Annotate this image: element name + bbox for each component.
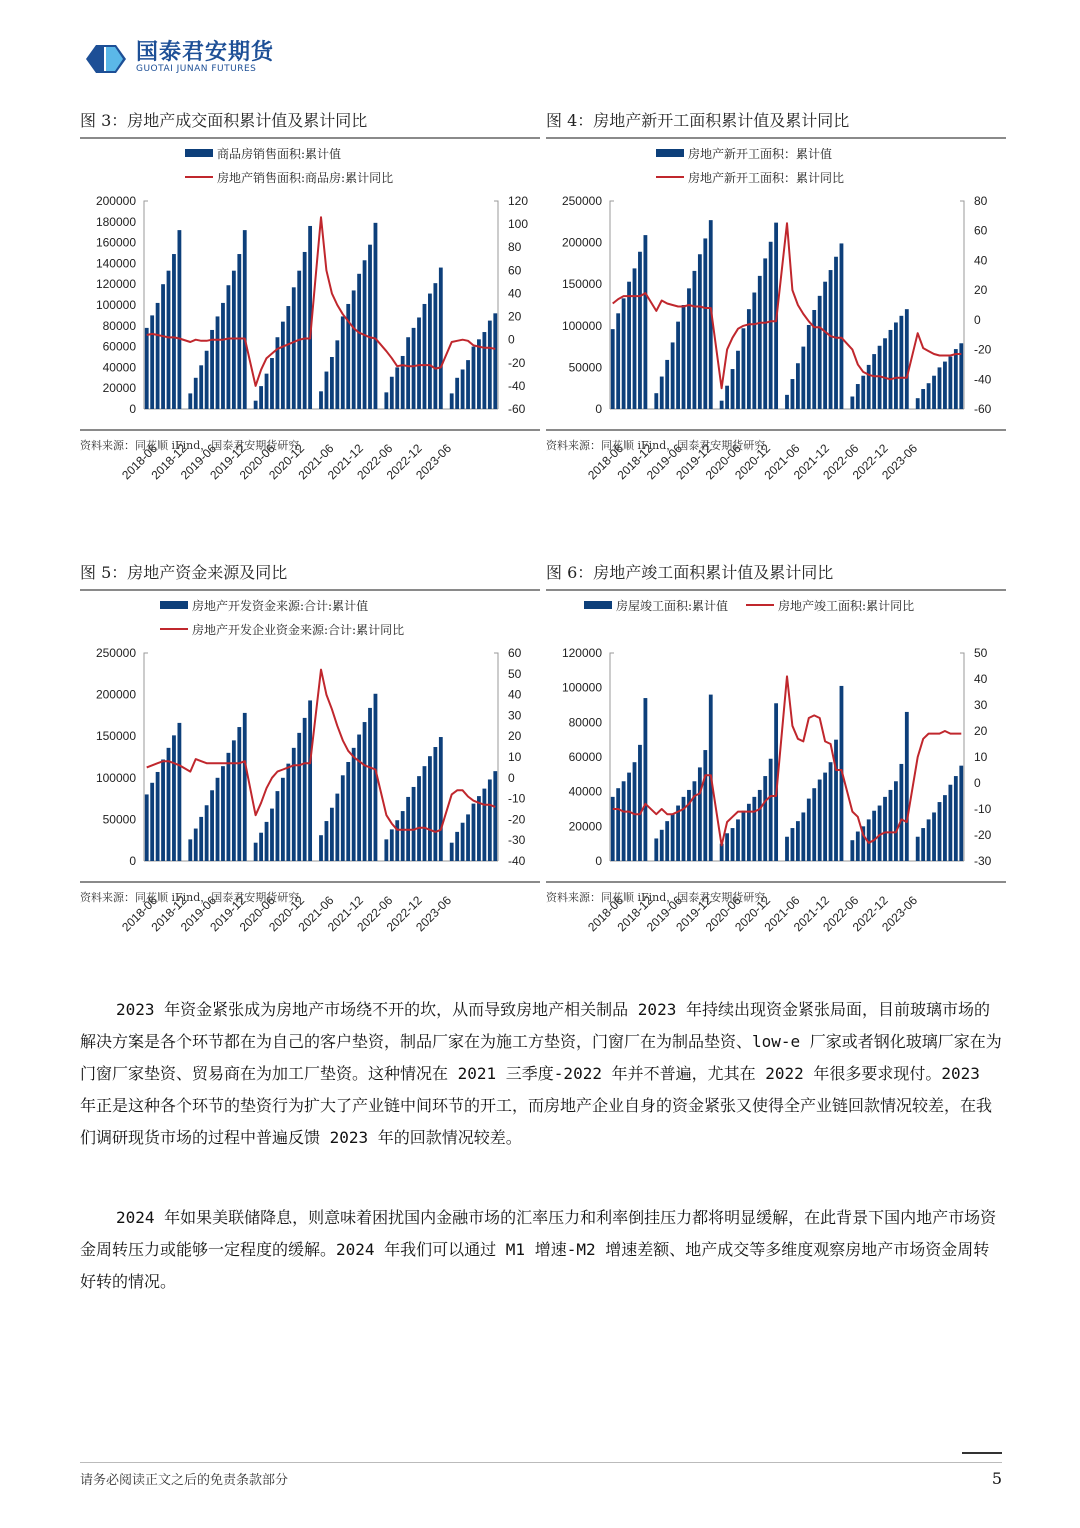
svg-text:30: 30: [974, 698, 988, 712]
svg-text:30: 30: [508, 708, 522, 723]
svg-text:-10: -10: [974, 802, 992, 816]
body-paragraph-2: 2024 年如果美联储降息，则意味着困扰国内金融市场的汇率压力和利率倒挂压力都将明显缓解，在此背景下国内地产市场资金周转压力或能够一定程度的缓解。2024 年我们可以通过 M1 增速-M2 增速差额、地产成交等多维度观察房地产市场资金周转好转的情况。: [80, 1208, 997, 1291]
svg-text:80000: 80000: [568, 715, 602, 730]
svg-text:0: 0: [595, 854, 602, 868]
svg-text:2019-06: 2019-06: [643, 441, 685, 483]
svg-text:0: 0: [129, 402, 136, 416]
legend-bar-swatch: [656, 149, 684, 157]
svg-text:2019-06: 2019-06: [643, 893, 685, 935]
svg-text:10: 10: [508, 750, 522, 764]
svg-text:100000: 100000: [561, 680, 602, 695]
svg-text:2021-12: 2021-12: [790, 441, 832, 483]
svg-text:40000: 40000: [102, 360, 136, 375]
svg-text:2019-12: 2019-12: [207, 441, 249, 483]
page-number-rule: [962, 1452, 1002, 1454]
svg-text:2021-06: 2021-06: [295, 893, 337, 935]
svg-text:2018-06: 2018-06: [119, 893, 161, 935]
svg-text:200000: 200000: [95, 194, 136, 208]
svg-text:40000: 40000: [568, 784, 602, 799]
svg-text:2020-06: 2020-06: [236, 441, 278, 483]
logo-text-en: GUOTAI JUNAN FUTURES: [136, 64, 257, 74]
svg-text:2020-12: 2020-12: [732, 441, 774, 483]
svg-text:-30: -30: [974, 854, 992, 868]
svg-text:140000: 140000: [95, 256, 136, 271]
page-number: 5: [991, 1469, 1002, 1488]
svg-text:120: 120: [508, 194, 529, 208]
svg-text:2020-12: 2020-12: [266, 893, 308, 935]
svg-text:-20: -20: [974, 828, 992, 842]
svg-text:2020-12: 2020-12: [732, 893, 774, 935]
svg-text:0: 0: [974, 312, 981, 327]
svg-text:80000: 80000: [102, 318, 136, 333]
legend-bar-label: 商品房销售面积:累计值: [217, 146, 342, 161]
legend-line-label: 房地产销售面积:商品房:累计同比: [217, 170, 394, 185]
svg-text:50000: 50000: [102, 812, 136, 827]
svg-text:2020-06: 2020-06: [236, 893, 278, 935]
legend-line-swatch: [160, 628, 188, 630]
figure-source: 资料来源：同花顺 iFind，国泰君安期货研究: [80, 429, 540, 453]
svg-text:2022-12: 2022-12: [849, 893, 891, 935]
legend-bar-swatch: [185, 149, 213, 157]
figure-source: 资料来源：同花顺 iFind，国泰君安期货研究: [546, 429, 1006, 453]
svg-text:20: 20: [508, 309, 522, 324]
chart-legend: [185, 141, 393, 189]
legend-bar-label: 房屋竣工面积:累计值: [616, 598, 729, 613]
svg-text:120000: 120000: [561, 646, 602, 660]
svg-text:60000: 60000: [102, 339, 136, 354]
svg-text:80: 80: [974, 194, 988, 208]
svg-text:2019-12: 2019-12: [673, 441, 715, 483]
legend-line-swatch: [746, 604, 774, 606]
svg-text:20: 20: [508, 729, 522, 744]
svg-text:250000: 250000: [561, 194, 602, 208]
svg-text:20: 20: [974, 283, 988, 298]
legend-line-swatch: [185, 176, 213, 178]
legend-bar-swatch: [584, 601, 612, 609]
figure-title: 图 6：房地产竣工面积累计值及累计同比: [546, 560, 1006, 591]
svg-text:2021-12: 2021-12: [790, 893, 832, 935]
svg-text:20000: 20000: [568, 819, 602, 834]
svg-text:-20: -20: [508, 355, 526, 370]
svg-text:2019-12: 2019-12: [673, 893, 715, 935]
svg-text:2022-12: 2022-12: [383, 893, 425, 935]
figure-title: 图 5：房地产资金来源及同比: [80, 560, 540, 591]
body-paragraph-1: 2023 年资金紧张成为房地产市场绕不开的坎，从而导致房地产相关制品 2023 年持续出现资金紧张局面，目前玻璃市场的解决方案是各个环节都在为自己的客户垫资，制品厂家在为施工方垫资，门窗厂在为制品垫资、low-e 厂家或者钢化玻璃厂家在为门窗厂家垫资、贸易商在为加工厂垫资。这种情况在 2021 三季度-2022 年并不普遍，尤其在 2022 年很多要求现付。2023 年正是这种各个环节的垫资行为扩大了产业链中间环节的开工，而房地产企业自身的资金紧张又使得全产业链回款情况较差，在我们调研现货市场的过程中普遍反馈 2023 年的回款情况较差。: [80, 1000, 1002, 1147]
svg-text:2023-06: 2023-06: [413, 441, 455, 483]
svg-text:2018-12: 2018-12: [614, 441, 656, 483]
svg-text:60: 60: [508, 263, 522, 278]
svg-text:0: 0: [974, 776, 981, 790]
svg-text:2021-06: 2021-06: [761, 893, 803, 935]
legend-line-label: 房地产开发企业资金来源:合计:累计同比: [192, 622, 405, 637]
legend-bar-swatch: [160, 601, 188, 609]
svg-text:2023-06: 2023-06: [879, 893, 921, 935]
svg-text:2018-06: 2018-06: [585, 441, 627, 483]
figure-4: [546, 108, 1006, 483]
svg-text:-60: -60: [974, 402, 992, 416]
svg-text:2023-06: 2023-06: [879, 441, 921, 483]
svg-text:200000: 200000: [95, 687, 136, 702]
svg-text:2022-06: 2022-06: [820, 893, 862, 935]
svg-text:100000: 100000: [561, 318, 602, 333]
legend-line-label: 房地产新开工面积：累计同比: [688, 170, 845, 185]
svg-text:100: 100: [508, 217, 529, 232]
svg-text:40: 40: [974, 672, 988, 686]
svg-text:2018-12: 2018-12: [148, 441, 190, 483]
disclaimer-text: 请务必阅读正文之后的免责条款部分: [80, 1473, 289, 1488]
svg-text:2021-06: 2021-06: [761, 441, 803, 483]
svg-text:-40: -40: [508, 378, 526, 393]
legend-line-swatch: [656, 176, 684, 178]
svg-text:-40: -40: [508, 854, 526, 868]
svg-text:2020-12: 2020-12: [266, 441, 308, 483]
svg-text:2020-06: 2020-06: [702, 893, 744, 935]
svg-text:150000: 150000: [95, 729, 136, 744]
svg-text:150000: 150000: [561, 277, 602, 292]
svg-text:-20: -20: [508, 812, 526, 827]
svg-text:100000: 100000: [95, 770, 136, 785]
figure-3: [80, 108, 540, 483]
svg-text:250000: 250000: [95, 646, 136, 660]
figure-6: [546, 560, 1006, 935]
svg-text:40: 40: [508, 286, 522, 301]
svg-text:2019-12: 2019-12: [207, 893, 249, 935]
svg-text:2019-06: 2019-06: [177, 893, 219, 935]
svg-text:0: 0: [508, 770, 515, 785]
svg-text:2018-12: 2018-12: [614, 893, 656, 935]
svg-text:50: 50: [508, 666, 522, 681]
svg-text:100000: 100000: [95, 298, 136, 312]
svg-text:2022-06: 2022-06: [820, 441, 862, 483]
svg-text:2018-12: 2018-12: [148, 893, 190, 935]
svg-text:10: 10: [974, 750, 988, 764]
svg-text:50000: 50000: [568, 360, 602, 375]
figure-5: [80, 560, 540, 935]
svg-text:2021-12: 2021-12: [324, 893, 366, 935]
svg-text:-40: -40: [974, 372, 992, 387]
svg-text:-30: -30: [508, 833, 526, 848]
svg-text:2022-12: 2022-12: [383, 441, 425, 483]
svg-text:60: 60: [974, 223, 988, 238]
svg-text:2023-06: 2023-06: [413, 893, 455, 935]
chart-legend: [160, 593, 404, 641]
svg-text:2022-06: 2022-06: [354, 893, 396, 935]
legend-line-label: 房地产竣工面积:累计同比: [778, 598, 915, 613]
svg-text:-20: -20: [974, 342, 992, 357]
svg-text:80: 80: [508, 240, 522, 255]
page-footer: [80, 1462, 1002, 1488]
figure-title: 图 4：房地产新开工面积累计值及累计同比: [546, 108, 1006, 139]
svg-text:-60: -60: [508, 402, 526, 416]
svg-text:2018-06: 2018-06: [585, 893, 627, 935]
svg-text:0: 0: [595, 402, 602, 416]
figure-title: 图 3：房地产成交面积累计值及累计同比: [80, 108, 540, 139]
figure-source: 资料来源：同花顺 iFind，国泰君安期货研究: [80, 881, 540, 905]
svg-text:2021-12: 2021-12: [324, 441, 366, 483]
svg-text:180000: 180000: [95, 214, 136, 229]
svg-text:40: 40: [508, 687, 522, 702]
svg-text:120000: 120000: [95, 277, 136, 292]
svg-text:2018-06: 2018-06: [119, 441, 161, 483]
svg-text:200000: 200000: [561, 235, 602, 250]
svg-text:20000: 20000: [102, 381, 136, 396]
svg-text:50: 50: [974, 646, 988, 660]
chart-legend: [584, 593, 914, 617]
company-logo: [84, 42, 274, 75]
svg-text:0: 0: [508, 332, 515, 347]
svg-text:0: 0: [129, 854, 136, 868]
svg-text:2019-06: 2019-06: [177, 441, 219, 483]
svg-text:2020-06: 2020-06: [702, 441, 744, 483]
legend-bar-label: 房地产开发资金来源:合计:累计值: [192, 598, 369, 613]
svg-text:40: 40: [974, 253, 988, 268]
svg-text:-10: -10: [508, 791, 526, 806]
logo-text-cn: 国泰君安期货: [136, 40, 275, 65]
svg-text:2022-06: 2022-06: [354, 441, 396, 483]
legend-bar-label: 房地产新开工面积：累计值: [688, 146, 833, 161]
svg-text:160000: 160000: [95, 235, 136, 250]
svg-text:2021-06: 2021-06: [295, 441, 337, 483]
svg-text:20: 20: [974, 724, 988, 738]
figure-source: 资料来源：同花顺 iFind，国泰君安期货研究: [546, 881, 1006, 905]
logo-icon: [84, 43, 128, 75]
svg-text:60: 60: [508, 646, 522, 660]
svg-text:2022-12: 2022-12: [849, 441, 891, 483]
chart-legend: [656, 141, 844, 189]
svg-text:60000: 60000: [568, 750, 602, 764]
